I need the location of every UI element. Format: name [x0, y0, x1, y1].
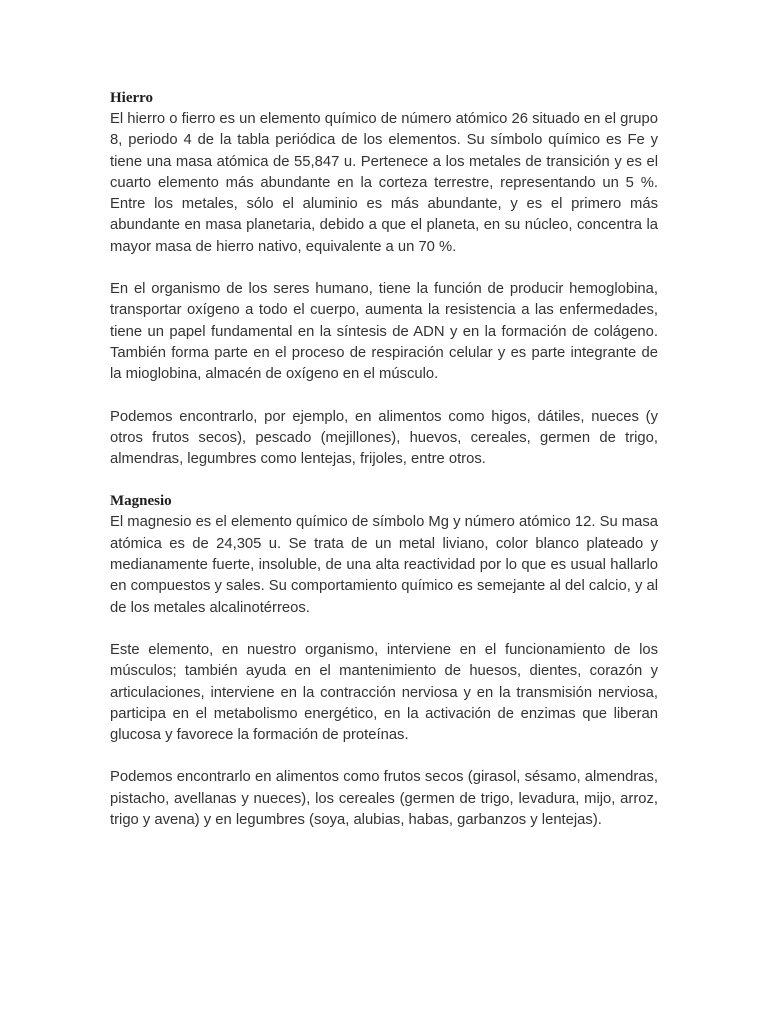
- paragraph-hierro-3: Podemos encontrarlo, por ejemplo, en alimentos como higos, dátiles, nueces (y otros frutos secos), pescado (mejillones), huevos, cereales, germen de trigo, almendras, legumbres como lentejas, frijoles, entre otros.: [110, 408, 658, 468]
- paragraph-magnesio-3: Podemos encontrarlo en alimentos como frutos secos (girasol, sésamo, almendras, pistacho, avellanas y nueces), los cereales (germen de trigo, levadura, mijo, arroz, trigo y avena) y en legumbres (soya, alubias, habas, garbanzos y lentejas).: [110, 769, 658, 829]
- section-title-hierro: Hierro: [110, 90, 154, 106]
- paragraph-hierro-2: En el organismo de los seres humano, tiene la función de producir hemoglobina, transportar oxígeno a todo el cuerpo, aumenta la resistencia a las enfermedades, tiene un papel fundamental en la síntesis de ADN y en la formación de colágeno. También forma parte en el proceso de respiración celular y es parte integrante de la mioglobina, almacén de oxígeno en el músculo.: [110, 281, 658, 383]
- paragraph-magnesio-2: Este elemento, en nuestro organismo, interviene en el funcionamiento de los músculos; también ayuda en el mantenimiento de huesos, dientes, corazón y articulaciones, interviene en la contracción nerviosa y en la transmisión nerviosa, participa en el metabolismo energético, en la activación de enzimas que liberan glucosa y favorece la formación de proteínas.: [110, 641, 658, 744]
- document-page: [110, 88, 658, 852]
- section-hierro: [110, 88, 658, 470]
- section-magnesio: [110, 491, 658, 831]
- paragraph-magnesio-1: El magnesio es el elemento químico de símbolo Mg y número atómico 12. Su masa atómica es de 24,305 u. Se trata de un metal liviano, color blanco plateado y medianamente fuerte, insoluble, de una alta reactividad por lo que es usual hallarlo en compuestos y sales. Su comportamiento químico es semejante al del calcio, y al de los metales alcalinotérreos.: [110, 514, 658, 616]
- section-title-magnesio: Magnesio: [110, 493, 172, 510]
- paragraph-hierro-1: El hierro o fierro es un elemento químico de número atómico 26 situado en el grupo 8, periodo 4 de la tabla periódica de los elementos. Su símbolo químico es Fe y tiene una masa atómica de 55,847 u. Pertenece a los metales de transición y es el cuarto elemento más abundante en la corteza terrestre, representando un 5 %. Entre los metales, sólo el aluminio es más abundante, y es el primero más abundante en masa planetaria, debido a que el planeta, en su núcleo, concentra la mayor masa de hierro nativo, equivalente a un 70 %.: [110, 111, 658, 255]
